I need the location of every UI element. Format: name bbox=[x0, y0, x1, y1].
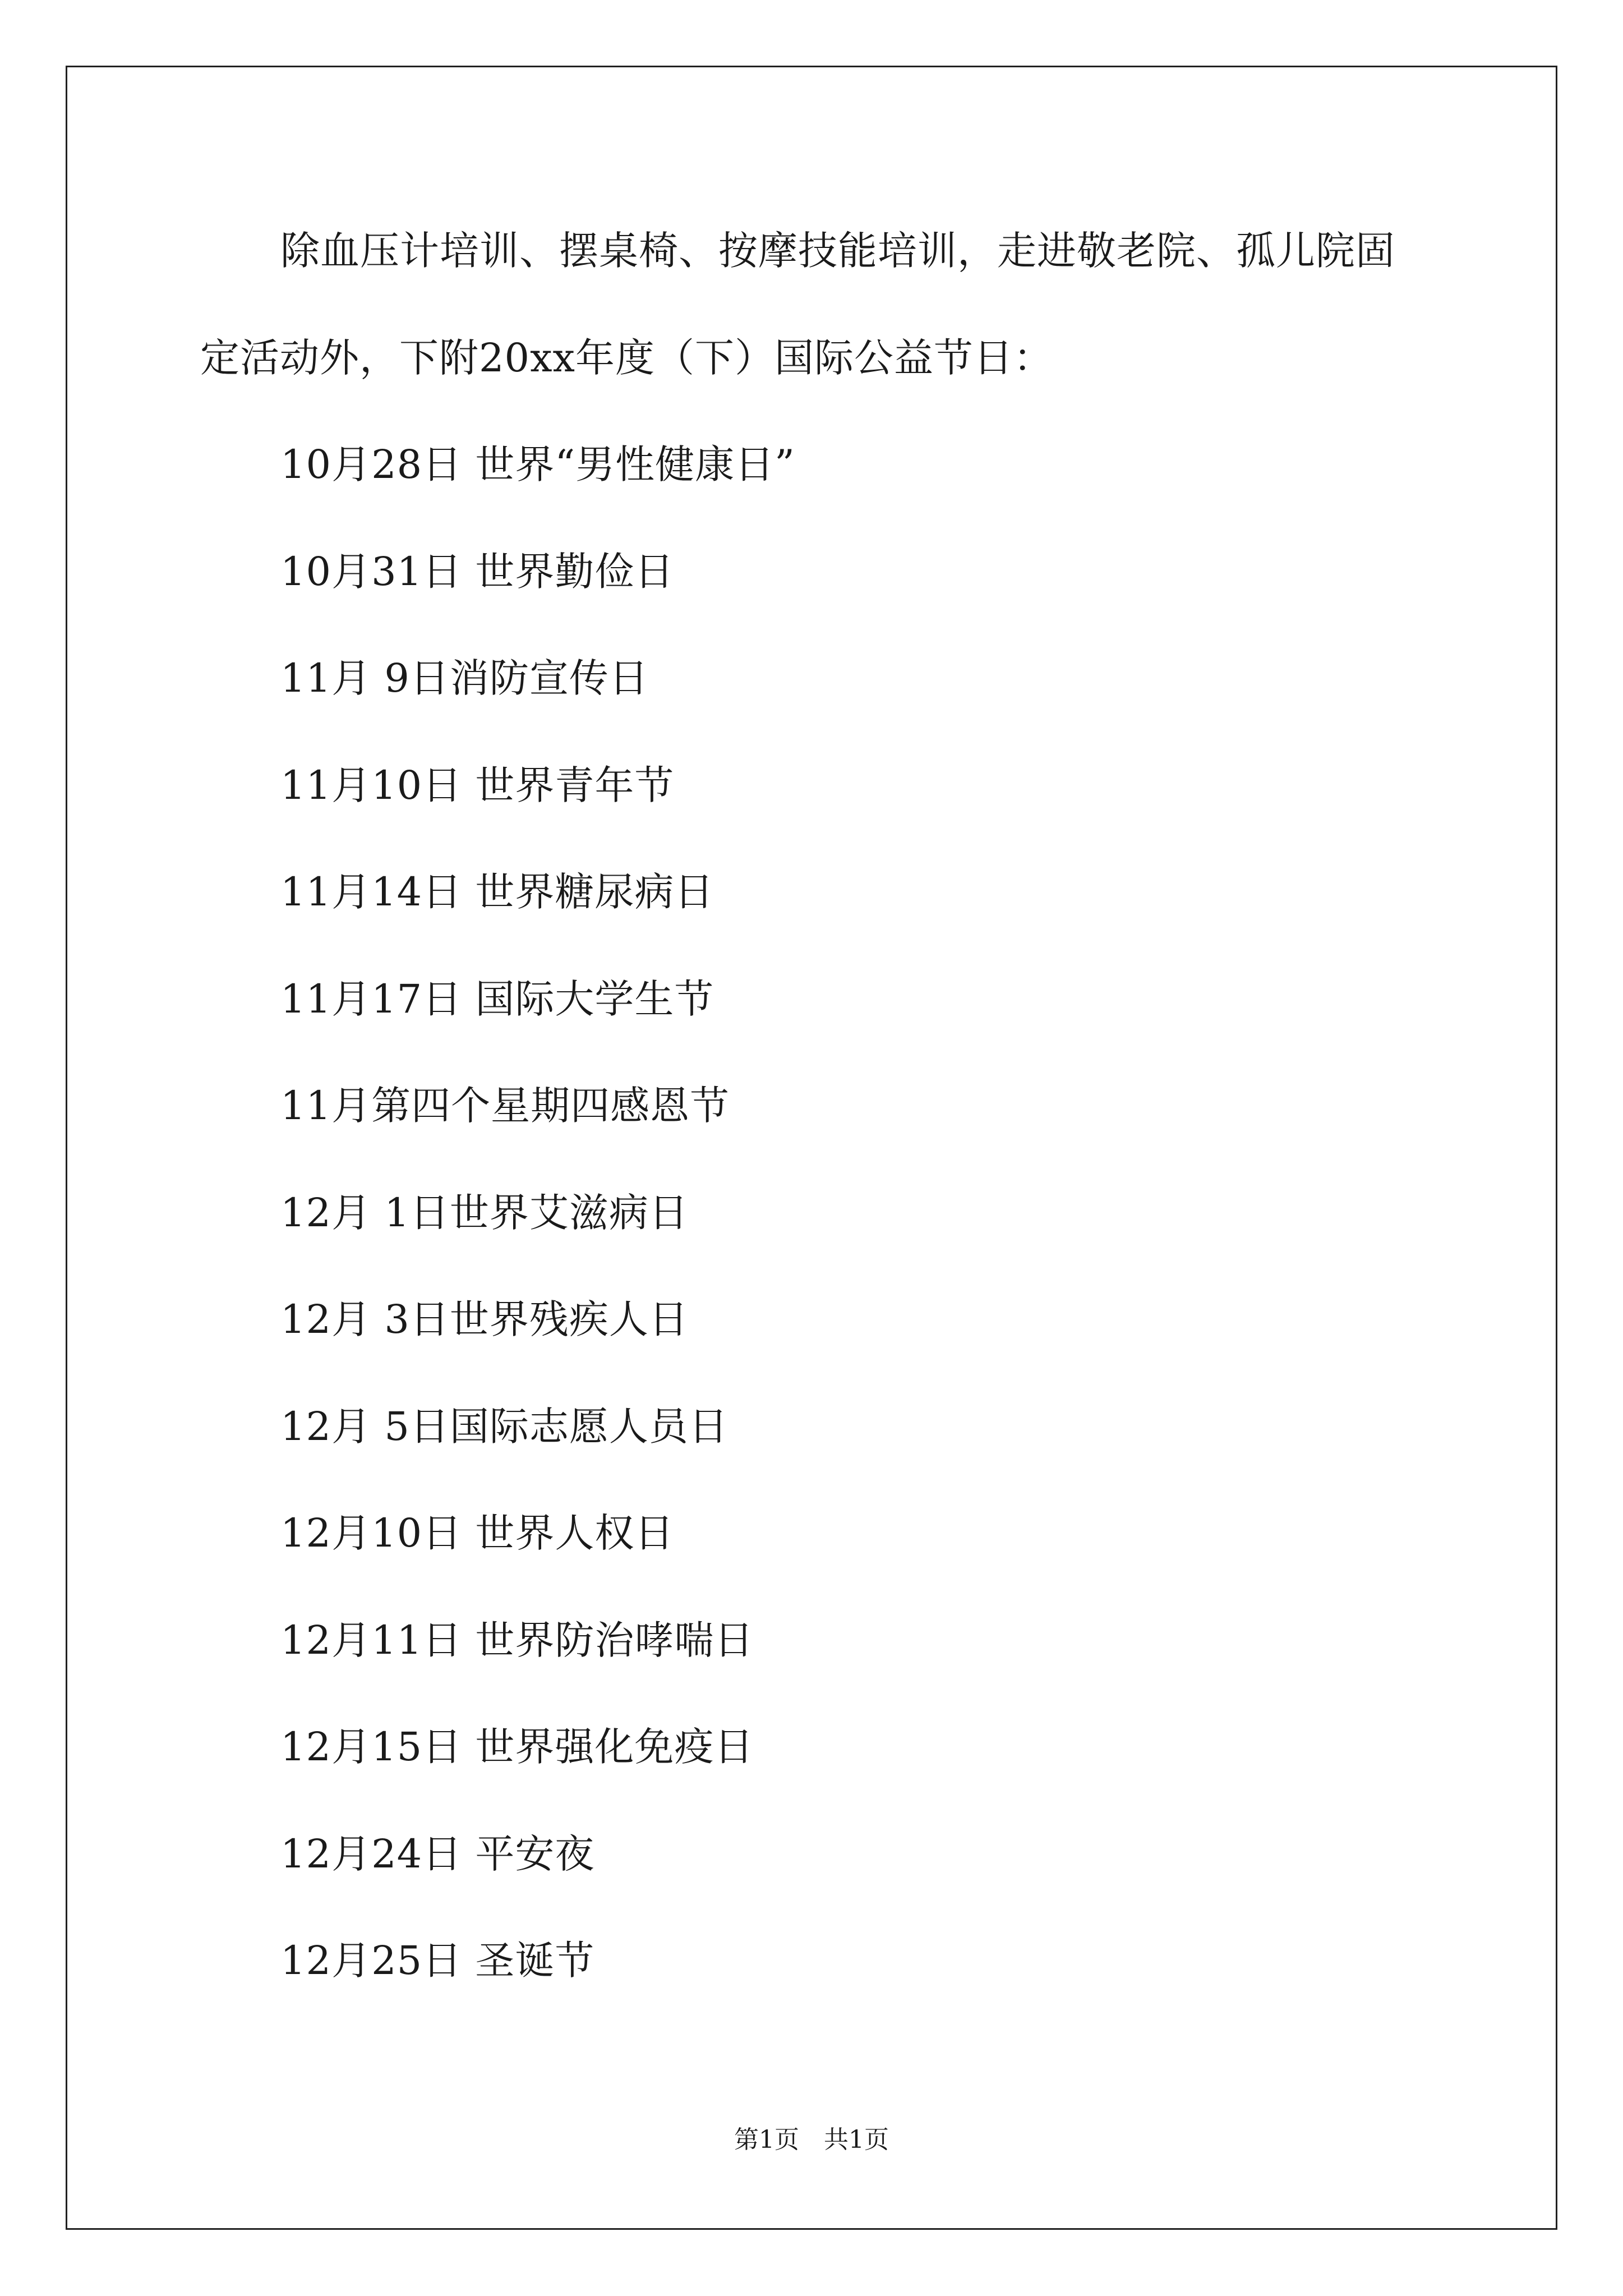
holiday-item: 12月25日 圣诞节 bbox=[280, 1938, 595, 1984]
holiday-item: 11月第四个星期四感恩节 bbox=[280, 1083, 730, 1129]
holiday-item: 12月11日 世界防治哮喘日 bbox=[280, 1617, 754, 1663]
holiday-item: 12月24日 平安夜 bbox=[280, 1830, 595, 1877]
holiday-item: 12月 5日国际志愿人员日 bbox=[280, 1403, 728, 1450]
page-footer: 第1页 共1页 bbox=[734, 2125, 889, 2154]
intro-line-2: 定活动外，下附20xx年度（下）国际公益节日： bbox=[200, 335, 1054, 381]
holiday-item: 10月31日 世界勤俭日 bbox=[280, 548, 675, 595]
holiday-item: 11月14日 世界糖尿病日 bbox=[280, 869, 714, 915]
intro-line-1: 除血压计培训、摆桌椅、按摩技能培训，走进敬老院、孤儿院固 bbox=[280, 228, 1395, 274]
holiday-list bbox=[280, 439, 795, 2042]
holiday-item: 11月10日 世界青年节 bbox=[280, 762, 675, 808]
holiday-item: 12月 3日世界残疾人日 bbox=[280, 1296, 689, 1342]
holiday-item: 10月28日 世界“男性健康日” bbox=[280, 441, 795, 487]
holiday-item: 11月17日 国际大学生节 bbox=[280, 976, 714, 1022]
holiday-item: 11月 9日消防宣传日 bbox=[280, 655, 649, 701]
holiday-item: 12月 1日世界艾滋病日 bbox=[280, 1189, 689, 1236]
holiday-item: 12月15日 世界强化免疫日 bbox=[280, 1724, 754, 1770]
holiday-item: 12月10日 世界人权日 bbox=[280, 1510, 675, 1556]
